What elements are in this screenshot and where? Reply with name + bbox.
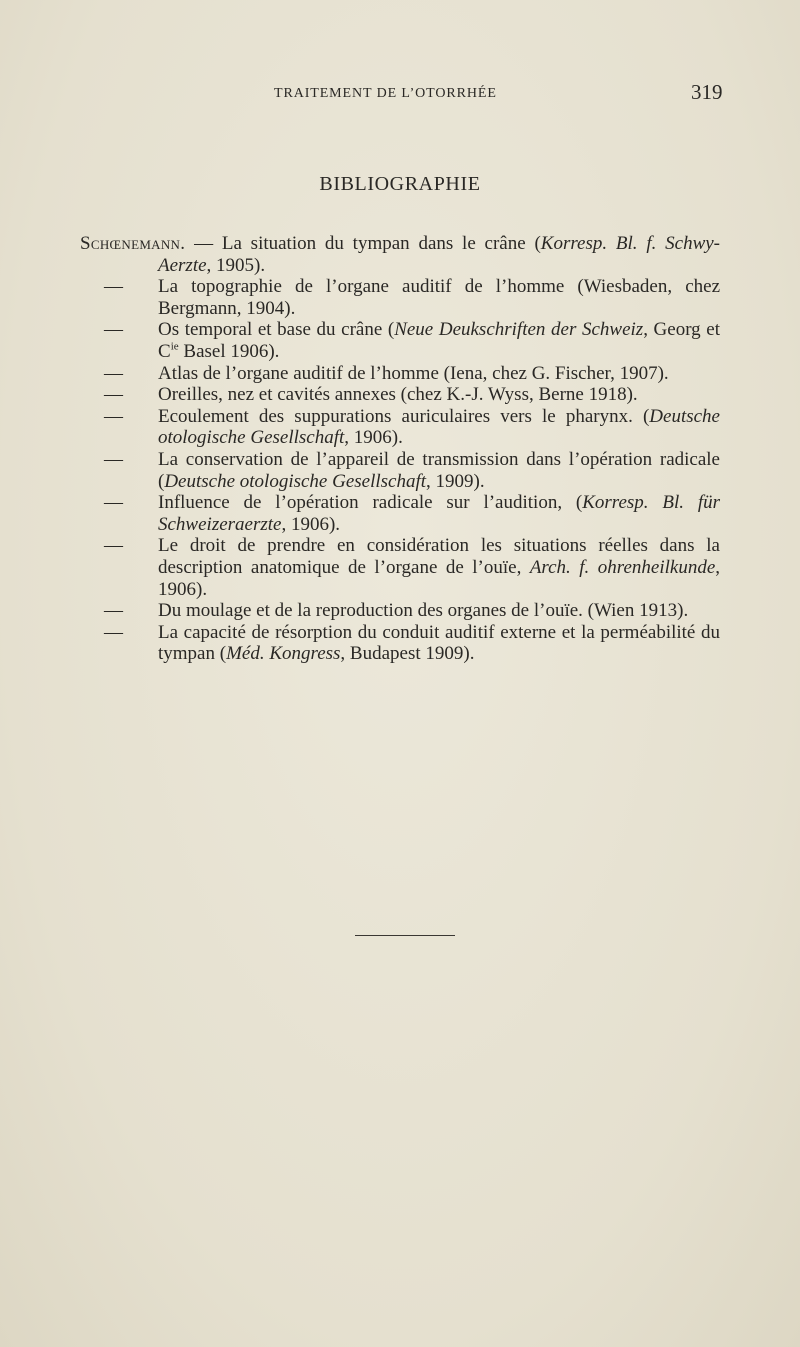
entry-source-title: Arch. f. ohrenheilkunde [529,556,716,578]
bibliography-entry [80,600,720,622]
entry-text: Ecoulement des suppurations auriculaires vers le pharynx. ( [158,405,650,427]
entry-dash: — [104,621,123,643]
bibliography-entry [80,535,720,600]
entry-text: , 1909). [426,470,485,492]
entry-dash: — [104,492,123,514]
entry-text: , 1905). [206,254,266,276]
entry-text: , 1906). [344,427,403,449]
bibliography-entry [80,276,720,319]
section-title: BIBLIOGRAPHIE [319,173,481,195]
entry-text: Os temporal et base du crâne ( [158,319,395,341]
entry-text: Atlas de l’organe auditif de l’homme (Iena, chez G. Fischer, 1907). [158,362,669,384]
entry-text: , Georg et C [158,319,720,362]
entry-text: Influence de l’opération radicale sur l’audition, ( [158,492,583,514]
entry-source-title: Korresp. Bl. f. Schwy-Aerzte [158,233,720,276]
entry-source-title: Deutsche otologische Gesellschaft [158,405,720,449]
entry-dash: — [185,233,214,254]
entry-text: Oreilles, nez et cavités annexes (chez K.-J. Wyss, Berne 1918). [158,384,638,406]
bibliography-entry [80,363,720,385]
entry-source-title: Korresp. Bl. für Schweizeraerzte [158,492,720,535]
bibliography-entry [80,319,720,362]
bibliography-entry [80,406,720,449]
end-rule [355,935,455,936]
entry-dash: — [104,448,123,470]
bibliography-entry [80,384,720,406]
entry-dash: — [104,276,123,298]
entry-text: , 1906). [281,513,341,535]
bibliography-entry [80,449,720,492]
entry-text: Basel 1906). [178,340,280,362]
entry-dash: — [104,362,123,384]
entry-text: La situation du tympan dans le crâne ( [213,233,541,254]
entry-dash: — [104,319,123,341]
entry-text: La topographie de l’organe auditif de l’homme (Wiesbaden, chez Bergmann, 1904). [158,276,720,319]
entry-text: ie [170,340,179,353]
entry-text: , 1906). [158,556,720,600]
running-head: TRAITEMENT DE L’OTORRHÉE [274,86,497,101]
entry-dash: — [104,384,123,406]
bibliography-entry [80,233,720,276]
entry-dash: — [104,600,123,622]
entry-source-title: Deutsche otologische Gesellschaft [164,470,427,492]
entry-source-title: Méd. Kongress [226,643,341,665]
entry-text: La capacité de résorption du conduit auditif externe et la perméabilité du tympan ( [158,621,720,665]
entry-dash: — [104,535,123,557]
entry-source-title: Neue Deukschriften der Schweiz [394,319,644,341]
bibliography-entry [80,622,720,665]
page-header [0,80,800,110]
bibliography-entry [80,492,720,535]
entry-text: Du moulage et de la reproduction des organes de l’ouïe. (Wien 1913). [158,600,689,622]
page-number: 319 [691,80,723,104]
entry-author: Schœnemann. [80,233,186,254]
entry-text: Le droit de prendre en considération les situations réelles dans la description anatomique de l’organe de l’ouïe, [158,535,720,578]
entry-dash: — [104,405,123,427]
bibliography-list [80,233,720,665]
entry-text: La conservation de l’appareil de transmission dans l’opération radicale ( [158,448,720,492]
entry-text: , Budapest 1909). [340,643,475,665]
